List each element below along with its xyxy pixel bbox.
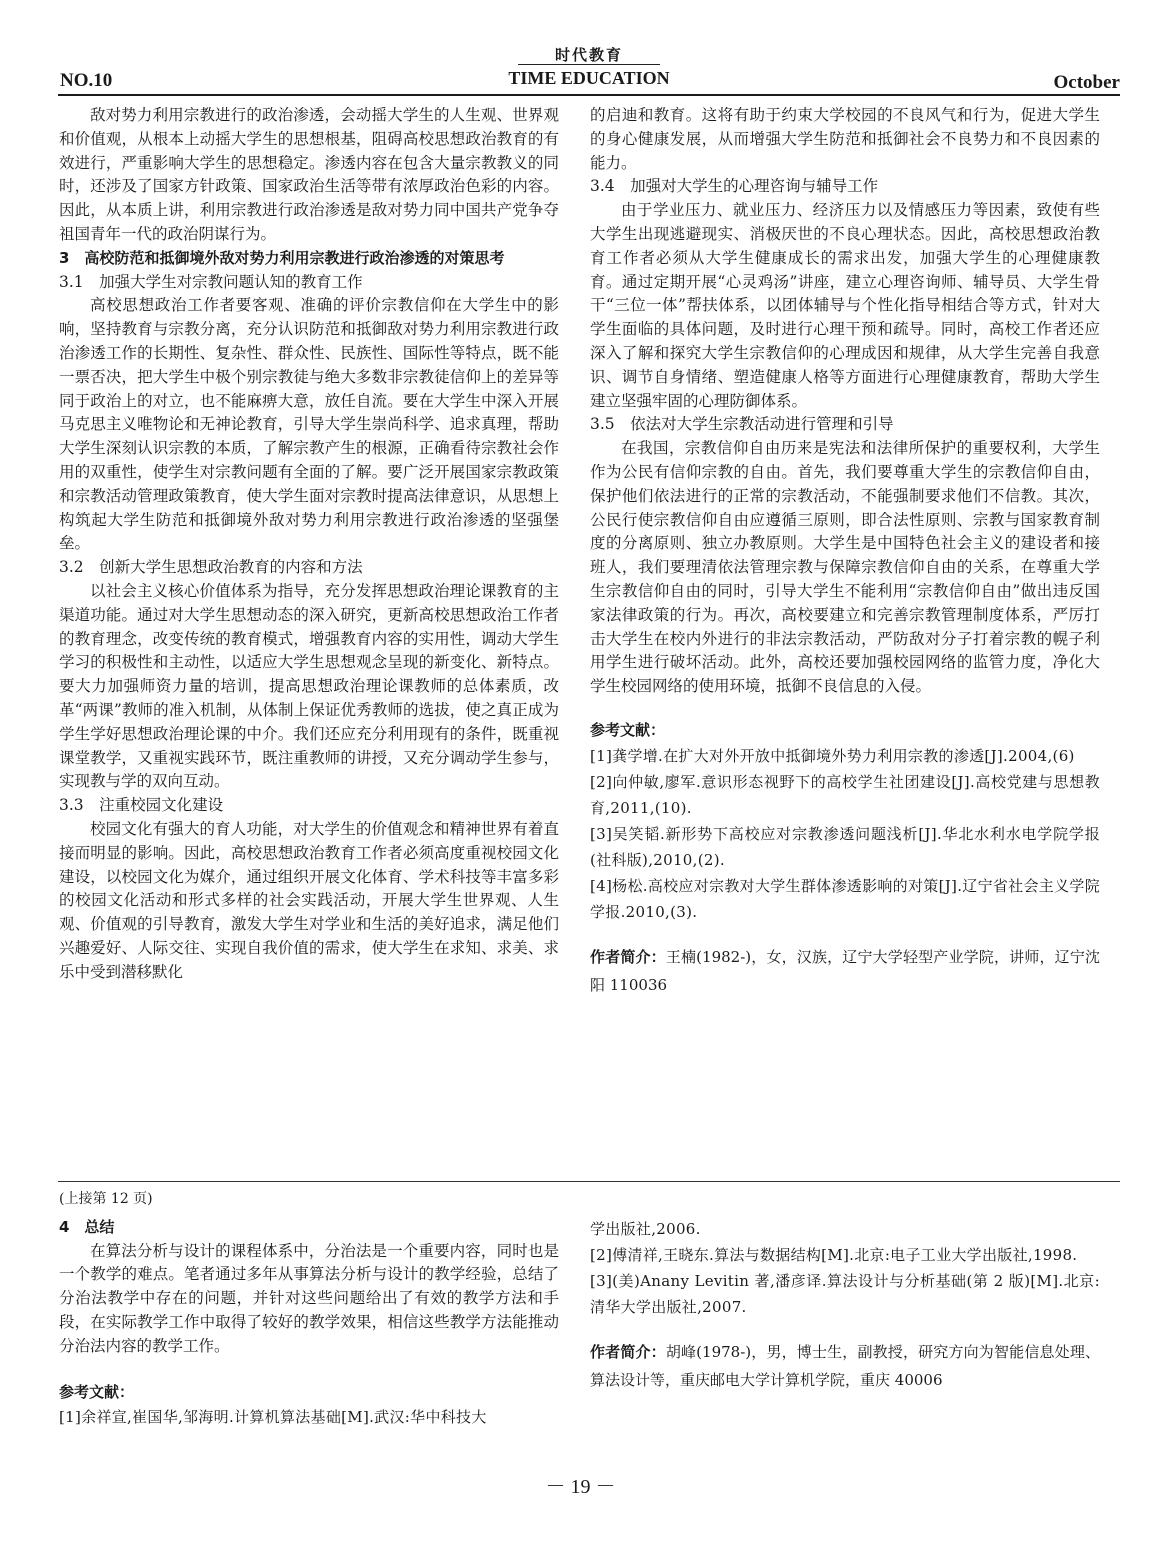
- paragraph: 由于学业压力、就业压力、经济压力以及情感压力等因素，致使有些大学生出现逃避现实、消极厌世的不良心理状态。因此，高校思想政治教育工作者必须从大学生健康成长的需求出发，加强大学生的心理健康教育。通过定期开展“心灵鸡汤”讲座，建立心理咨询师、辅导员、大学生骨干“三位一体”帮扶体系，以团体辅导与个性化指导相结合等方式，针对大学生面临的具体问题，及时进行心理干预和疏导。同时，高校工作者还应深入了解和探究大学生宗教信仰的心理成因和规律，从大学生完善自我意识、调节自身情绪、塑造健康人格等方面进行心理健康教育，帮助大学生建立坚强牢固的心理防御体系。: [590, 201, 1100, 410]
- journal-name-en: TIME EDUCATION: [508, 68, 670, 88]
- subsection-heading-3-2: 3.2 创新大学生思想政治教育的内容和方法: [59, 558, 363, 577]
- issue-number: NO.10: [60, 70, 113, 91]
- journal-name-underline: [518, 64, 660, 65]
- article-column-right: [590, 104, 1100, 999]
- author-bio: [590, 1338, 1100, 1394]
- references-title: 参考文献：: [590, 720, 666, 739]
- issue-month: October: [1053, 72, 1120, 93]
- reference-item: 学出版社,2006.: [590, 1220, 701, 1238]
- subsection-heading-3-5: 3.5 依法对大学生宗教活动进行管理和引导: [590, 415, 894, 434]
- continued-column-right: [590, 1216, 1100, 1394]
- page-number: － 19 －: [545, 1476, 616, 1498]
- paragraph: 在我国，宗教信仰自由历来是宪法和法律所保护的重要权利，大学生作为公民有信仰宗教的自由。首先，我们要尊重大学生的宗教信仰自由，保护他们依法进行的正常的宗教活动，不能强制要求他们不信教。其次，公民行使宗教信仰自由应遵循三原则，即合法性原则、宗教与国家教育制度的分离原则、独立办教原则。大学生是中国特色社会主义的建设者和接班人，我们要理清依法管理宗教与保障宗教信仰自由的关系，在尊重大学生宗教信仰自由的同时，引导大学生不能利用“宗教信仰自由”做出违反国家法律政策的行为。再次，高校要建立和完善宗教管理制度体系，严厉打击大学生在校内外进行的非法宗教活动，严防敌对分子打着宗教的幌子利用学生进行破坏活动。此外，高校还要加强校园网络的监管力度，净化大学生校园网络的使用环境，抵御不良信息的入侵。: [590, 439, 1100, 696]
- subsection-heading-3-4: 3.4 加强对大学生的心理咨询与辅导工作: [590, 177, 879, 196]
- reference-item: [3]吴笑韬.新形势下高校应对宗教渗透问题浅析[J].华北水利水电学院学报(社科版),2010,(2).: [590, 824, 1100, 869]
- section-heading-4: 4 总结: [59, 1217, 115, 1236]
- article-column-left: [59, 104, 559, 984]
- paragraph: 在算法分析与设计的课程体系中，分治法是一个重要内容，同时也是一个教学的难点。笔者通过多年从事算法分析与设计的教学经验，总结了分治法教学中存在的问题，并针对这些问题给出了有效的教学方法和手段，在实际教学工作中取得了较好的教学效果，相信这些教学方法能推动分治法内容的教学工作。: [59, 1241, 559, 1355]
- reference-item: [2]向仲敏,廖军.意识形态视野下的高校学生社团建设[J].高校党建与思想教育,2011,(10).: [590, 772, 1100, 817]
- author-bio-label: 作者简介：: [590, 947, 666, 966]
- paragraph: 敌对势力利用宗教进行的政治渗透，会动摇大学生的人生观、世界观和价值观，从根本上动摇大学生的思想根基，阻碍高校思想政治教育的有效进行，严重影响大学生的思想稳定。渗透内容在包含大量宗教教义的同时，还涉及了国家方针政策、国家政治生活等带有浓厚政治色彩的内容。因此，从本质上讲，利用宗教进行政治渗透是敌对势力同中国共产党争夺祖国青年一代的政治阴谋行为。: [59, 106, 559, 243]
- author-bio-text: 胡峰(1978-)，男，博士生，副教授，研究方向为智能信息处理、算法设计等，重庆邮电大学计算机学院，重庆 40006: [590, 1343, 1100, 1389]
- reference-item: [1]龚学增.在扩大对外开放中抵御境外势力利用宗教的渗透[J].2004,(6): [590, 746, 1075, 765]
- paragraph: 以社会主义核心价值体系为指导，充分发挥思想政治理论课教育的主渠道功能。通过对大学生思想动态的深入研究，更新高校思想政治工作者的教育理念，改变传统的教育模式，增强教育内容的实用性，调动大学生学习的积极性和主动性，以适应大学生思想观念呈现的新变化、新特点。要大力加强师资力量的培训，提高思想政治理论课教师的总体素质，改革“两课”教师的准入机制，从体制上保证优秀教师的选拔，使之真正成为学生学好思想政治理论课的中介。我们还应充分利用现有的条件，既重视课堂教学，又重视实践环节，既注重教师的讲授，又充分调动学生参与，实现教与学的双向互动。: [59, 581, 559, 791]
- journal-name-cn: 时代教育: [554, 46, 623, 64]
- author-bio-text: 王楠(1982-)，女，汉族，辽宁大学轻型产业学院，讲师，辽宁沈阳 110036: [590, 947, 1100, 994]
- reference-item: [4]杨松.高校应对宗教对大学生群体渗透影响的对策[J].辽宁省社会主义学院学报.2010,(3).: [590, 876, 1100, 921]
- header-divider: [58, 94, 1120, 96]
- author-bio-label: 作者简介：: [590, 1343, 666, 1361]
- reference-item: [3](美)Anany Levitin 著,潘彦译.算法设计与分析基础(第 2 版)[M].北京:清华大学出版社,2007.: [590, 1272, 1100, 1316]
- paragraph: 的启迪和教育。这将有助于约束大学校园的不良风气和行为，促进大学生的身心健康发展，从而增强大学生防范和抵御社会不良势力和不良因素的能力。: [590, 106, 1100, 172]
- reference-item: [1]余祥宣,崔国华,邹海明.计算机算法基础[M].武汉:华中科技大: [59, 1408, 487, 1427]
- subsection-heading-3-3: 3.3 注重校园文化建设: [59, 796, 224, 815]
- reference-item: [2]傅清祥,王晓东.算法与数据结构[M].北京:电子工业大学出版社,1998.: [590, 1246, 1078, 1264]
- article-divider: [58, 1181, 1120, 1182]
- author-bio: [590, 943, 1100, 999]
- continued-column-left: [59, 1188, 559, 1430]
- page-header: [58, 0, 1120, 100]
- paragraph: 校园文化有强大的育人功能，对大学生的价值观念和精神世界有着直接而明显的影响。因此，高校思想政治教育工作者必须高度重视校园文化建设，以校园文化为媒介，通过组织开展文化体育、学术科技等丰富多彩的校园文化活动和形式多样的社会实践活动，开展大学生世界观、人生观、价值观的引导教育，激发大学生对学业和生活的美好追求，满足他们兴趣爱好、人际交往、实现自我价值的需求，使大学生在求知、求美、求乐中受到潜移默化: [59, 819, 559, 981]
- references-title: 参考文献：: [59, 1382, 135, 1401]
- section-heading-3: 3 高校防范和抵御境外敌对势力利用宗教进行政治渗透的对策思考: [59, 248, 505, 267]
- paragraph: 高校思想政治工作者要客观、准确的评价宗教信仰在大学生中的影响，坚持教育与宗教分离，充分认识防范和抵御敌对势力利用宗教进行政治渗透工作的长期性、复杂性、群众性、民族性、国际性等特点，既不能一票否决，把大学生中极个别宗教徒与绝大多数非宗教徒信仰上的差异等同于政治上的对立，也不能麻痹大意，放任自流。要在大学生中深入开展马克思主义唯物论和无神论教育，引导大学生崇尚科学、追求真理，帮助大学生深刻认识宗教的本质，了解宗教产生的根源，正确看待宗教社会作用的双重性，使学生对宗教问题有全面的了解。要广泛开展国家宗教政策和宗教活动管理政策教育，使大学生面对宗教时提高法律意识，从思想上构筑起大学生防范和抵御境外敌对势力利用宗教进行政治渗透的坚强堡垒。: [59, 296, 559, 553]
- subsection-heading-3-1: 3.1 加强大学生对宗教问题认知的教育工作: [59, 272, 363, 291]
- continued-note: (上接第 12 页): [59, 1191, 153, 1207]
